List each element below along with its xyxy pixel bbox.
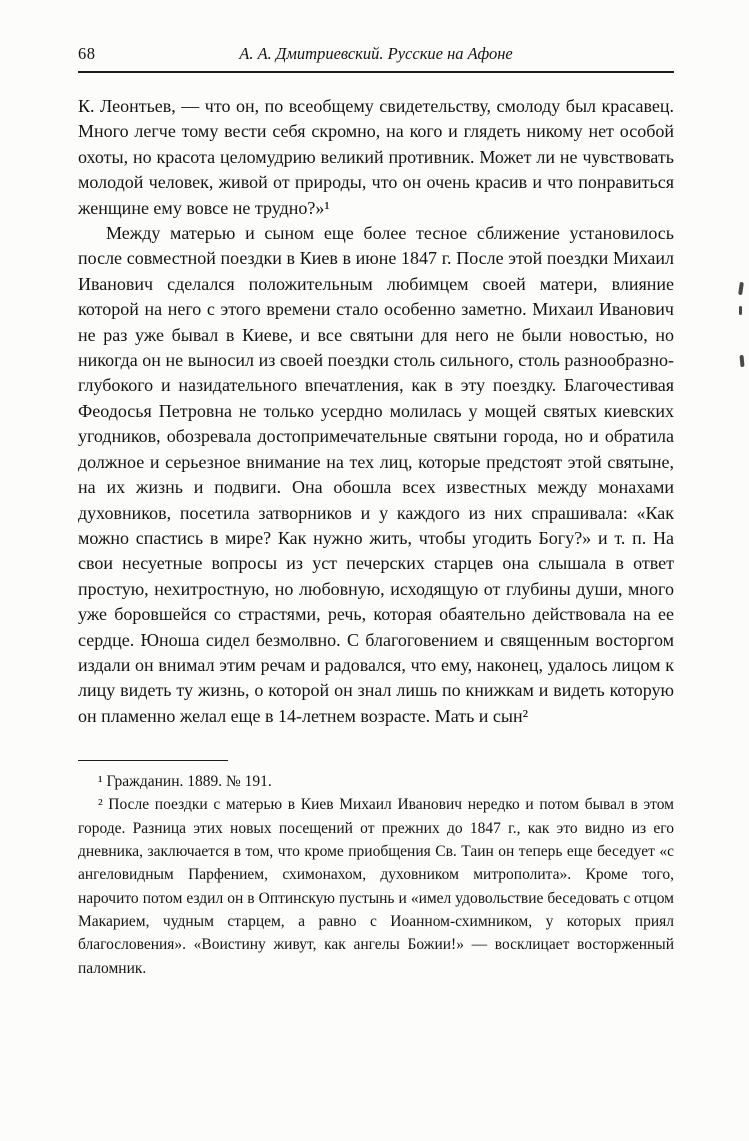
header-rule xyxy=(78,71,674,73)
scan-artifact xyxy=(739,355,744,367)
footnote-separator-rule xyxy=(78,760,228,761)
page-number: 68 xyxy=(78,44,96,63)
paragraph-1: К. Леонтьев, — что он, по всеобщему свидетельству, смолоду был красавец. Много легче тому вести себя скромно, на кого и глядеть никому нет особой охоты, но красота целомудрию великий противник. Может ли не чувствовать молодой человек, живой от природы, что он очень красив и что понравиться женщине ему вовсе не трудно?»¹ xyxy=(78,96,674,218)
scan-artifact xyxy=(739,306,742,315)
footnote-1: ¹ Гражданин. 1889. № 191. xyxy=(98,773,272,791)
paragraph-2: Между матерью и сыном еще более тесное сближение установилось после совместной поездки в Киев в июне 1847 г. После этой поездки Михаил Иванович сделался положительным любимцем своей матери, влияние которой на него с этого времени стало особенно заметно. Михаил Иванович не раз уже бывал в Киеве, и все святыни для него не были новостью, но никогда он не выносил из своей поездки столь сильного, столь разнообразно-глубокого и назидательного впечатления, как в эту поездку. Благочестивая Феодосья Петровна не только усердно молилась у мощей святых киевских угодников, обозревала достопримечательные святыни города, но и обратила должное и серьезное внимание на тех лиц, которые предстоят этой святыне, на их жизнь и подвиги. Она обошла всех известных между монахами духовников, посетила затворников и у каждого из них спрашивала: «Как можно спастись в мире? Как нужно жить, чтобы угодить Богу?» и т. п. На свои несуетные вопросы из уст печерских старцев она слышала в ответ простую, нехитростную, но любовную, исходящую от глубины души, много уже боровшейся со страстями, речь, которая обаятельно действовала на ее сердце. Юноша сидел безмолвно. С благоговением и священным восторгом издали он внимал этим речам и радовался, что ему, наконец, удалось лицом к лицу видеть ту жизнь, о которой он знал лишь по книжкам и видеть которую он пламенно желал еще в 14-летнем возрасте. Мать и сын² xyxy=(78,223,674,726)
scan-artifact xyxy=(738,282,744,295)
body-text xyxy=(78,94,674,729)
page-content xyxy=(78,44,674,980)
running-title: А. А. Дмитриевский. Русские на Афоне xyxy=(239,44,513,63)
footnotes-section xyxy=(78,770,674,980)
running-header xyxy=(78,44,674,66)
footnote-2: ² После поездки с матерью в Киев Михаил Иванович нередко и потом бывал в этом городе. Разница этих новых посещений от прежних до 1847 г., как это видно из его дневника, заключается в том, что кроме приобщения Св. Таин он теперь еще беседует «с ангеловидным Парфением, схимонахом, духовником митрополита». Кроме того, нарочито потом ездил он в Оптинскую пустынь и «имел удовольствие беседовать с отцом Макарием, чудным старцем, а равно с Иоанном-схимником, у которых приял благословения». «Воистину живут, как ангелы Божии!» — восклицает восторженный паломник. xyxy=(78,796,674,977)
